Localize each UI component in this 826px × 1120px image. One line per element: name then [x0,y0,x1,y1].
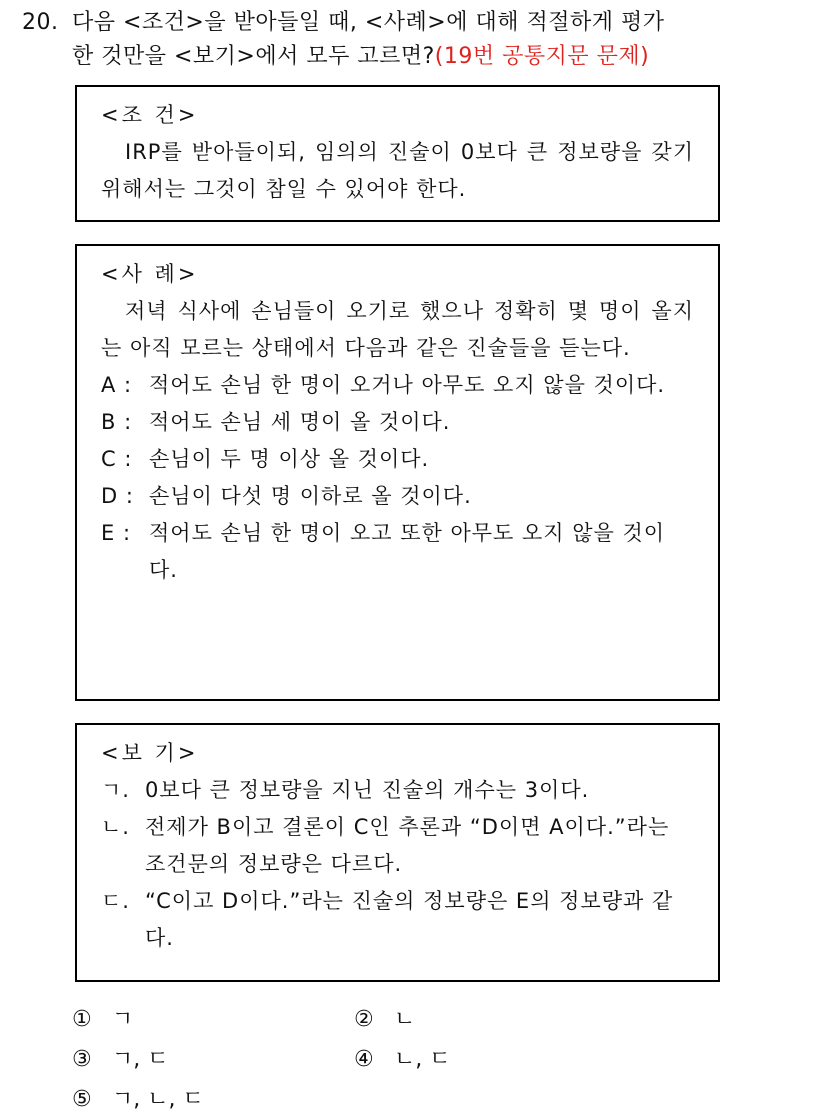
choice-number: ⑤ [72,1087,92,1112]
choice-row [72,1000,672,1040]
choice-number: ③ [72,1047,92,1072]
question-text-1: 다음 <조건>을 받아들일 때, <사례>에 대해 적절하게 평가 [72,10,665,35]
statement-label: C : [101,447,133,471]
case-box [75,244,720,701]
choice-3[interactable] [72,1040,354,1080]
choice-text: ㄴ, ㄷ [394,1047,451,1072]
bogi-text: 전제가 B이고 결론이 C인 추론과 “D이면 A이다.”라는 조건문의 정보량은 다르다. [145,815,670,876]
bogi-item-giyeok [101,772,694,809]
bogi-box [75,723,720,982]
choice-row [72,1040,672,1080]
condition-text: IRP를 받아들이되, 임의의 진술이 0보다 큰 정보량을 갖기 위해서는 그것이 참일 수 있어야 한다. [101,140,694,201]
choice-text: ㄴ [394,1007,416,1032]
case-intro: 저녁 식사에 손님들이 오기로 했으나 정확히 몇 명이 올지는 아직 모르는 상태에서 다음과 같은 진술들을 듣는다. [101,299,694,360]
statement-text: 손님이 두 명 이상 올 것이다. [149,447,430,471]
choice-number: ① [72,1007,92,1032]
statement-text: 적어도 손님 한 명이 오거나 아무도 오지 않을 것이다. [149,373,666,397]
statement-c [101,441,694,478]
statement-label: E : [101,521,132,545]
answer-choices [72,1000,672,1120]
statement-b [101,404,694,441]
choice-text: ㄱ [112,1007,134,1032]
bogi-title: <보 기> [101,741,199,765]
question-line-2 [22,40,802,74]
choice-text: ㄱ, ㄴ, ㄷ [112,1087,204,1112]
bogi-text: 0보다 큰 정보량을 지닌 진술의 개수는 3이다. [145,778,590,802]
statement-text: 손님이 다섯 명 이하로 올 것이다. [149,484,472,508]
statement-d [101,478,694,515]
statement-text: 적어도 손님 세 명이 올 것이다. [149,410,451,434]
choice-number: ④ [354,1047,374,1072]
case-title: <사 례> [101,262,199,286]
statement-text: 적어도 손님 한 명이 오고 또한 아무도 오지 않을 것이다. [149,521,666,582]
choice-row [72,1080,672,1120]
question-stem [22,6,802,74]
question-text-2: 한 것만을 <보기>에서 모두 고르면? [72,44,435,69]
statement-label: A : [101,373,133,397]
choice-number: ② [354,1007,374,1032]
question-number: 20. [22,10,59,35]
condition-box [75,85,720,222]
statement-e [101,515,694,589]
bogi-item-nieun [101,809,694,883]
statement-label: D : [101,484,134,508]
choice-1[interactable] [72,1000,354,1040]
choice-5[interactable] [72,1080,354,1120]
condition-title: <조 건> [101,103,199,127]
bogi-text: “C이고 D이다.”라는 진술의 정보량은 E의 정보량과 같다. [145,889,674,950]
choice-2[interactable] [354,1000,636,1040]
choice-text: ㄱ, ㄷ [112,1047,169,1072]
question-note: (19번 공통지문 문제) [434,44,650,69]
statement-a [101,367,694,404]
bogi-label: ㄴ. [101,815,130,839]
bogi-label: ㄱ. [101,778,130,802]
statement-label: B : [101,410,133,434]
question-line-1 [22,6,802,40]
bogi-label: ㄷ. [101,889,130,913]
bogi-item-digeut [101,883,694,957]
choice-4[interactable] [354,1040,636,1080]
